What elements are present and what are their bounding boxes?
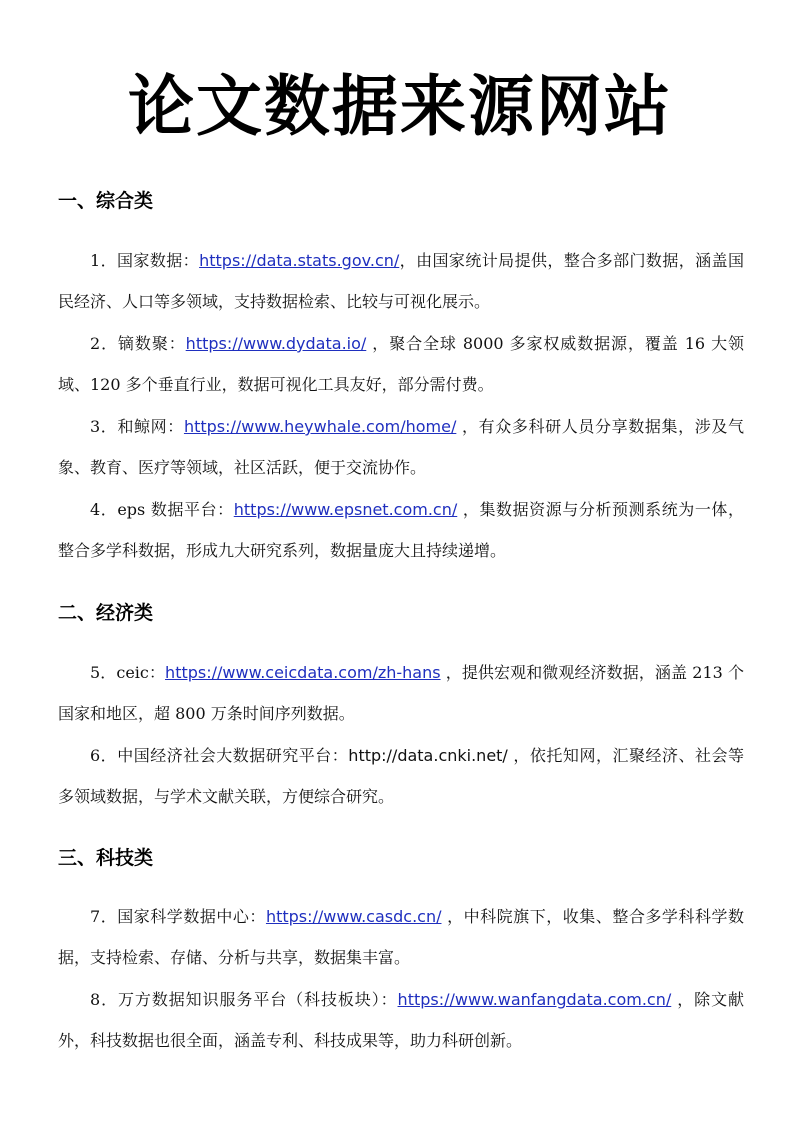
item-name: 镝数聚：	[118, 334, 186, 353]
item-number: 8．	[90, 990, 119, 1009]
list-item	[58, 240, 744, 322]
item-description: ，由国家统计局提供，整合多部门数据，涵盖国民经济、人口等多领域，支持数据检索、比较与可视化展示。	[58, 251, 744, 311]
list-item	[58, 979, 744, 1061]
list-item	[58, 489, 744, 571]
page-title: 论文数据来源网站	[128, 68, 672, 145]
item-name: 国家科学数据中心：	[117, 907, 266, 926]
item-number: 4．	[90, 500, 118, 519]
item-description: ，中科院旗下，收集、整合多学科科学数据，支持检索、存储、分析与共享，数据集丰富。	[58, 907, 744, 967]
item-url-text: http://data.cnki.net/	[348, 746, 508, 765]
item-link[interactable]: https://www.ceicdata.com/zh-hans	[165, 663, 441, 682]
item-name: 中国经济社会大数据研究平台：	[117, 746, 349, 765]
item-name: eps 数据平台：	[117, 500, 234, 519]
section-heading-economy: 二、经济类	[58, 602, 154, 624]
section-heading-general: 一、综合类	[58, 190, 154, 212]
item-link[interactable]: https://www.wanfangdata.com.cn/	[397, 990, 672, 1009]
item-number: 2．	[90, 334, 119, 353]
item-number: 7．	[90, 907, 118, 926]
list-item	[58, 735, 744, 817]
item-link[interactable]: https://www.epsnet.com.cn/	[233, 500, 458, 519]
list-item	[58, 323, 744, 405]
item-description: ，提供宏观和微观经济数据，涵盖 213 个国家和地区，超 800 万条时间序列数据。	[58, 663, 744, 723]
item-description: ，有众多科研人员分享数据集，涉及气象、教育、医疗等领域，社区活跃，便于交流协作。	[58, 417, 744, 477]
item-name: ceic：	[116, 663, 166, 682]
list-item	[58, 896, 744, 978]
list-item	[58, 406, 744, 488]
item-name: 和鲸网：	[117, 417, 184, 436]
item-number: 3．	[90, 417, 118, 436]
item-name: 国家数据：	[117, 251, 200, 270]
item-link[interactable]: https://www.heywhale.com/home/	[183, 417, 457, 436]
item-link[interactable]: https://www.dydata.io/	[185, 334, 367, 353]
item-description: ，集数据资源与分析预测系统为一体，整合多学科数据，形成九大研究系列，数据量庞大且持续递增。	[58, 500, 744, 560]
item-description: ，聚合全球 8000 多家权威数据源，覆盖 16 大领域、120 多个垂直行业，数据可视化工具友好，部分需付费。	[58, 334, 744, 394]
item-description: ，依托知网，汇聚经济、社会等多领域数据，与学术文献关联，方便综合研究。	[58, 746, 744, 806]
item-link[interactable]: https://www.casdc.cn/	[265, 907, 442, 926]
item-description: ，除文献外，科技数据也很全面，涵盖专利、科技成果等，助力科研创新。	[58, 990, 744, 1050]
item-number: 1．	[90, 251, 118, 270]
item-name: 万方数据知识服务平台（科技板块）：	[118, 990, 398, 1009]
item-link[interactable]: https://data.stats.gov.cn/	[199, 251, 400, 270]
item-number: 5．	[90, 663, 117, 682]
section-heading-technology: 三、科技类	[58, 847, 154, 869]
item-number: 6．	[90, 746, 118, 765]
list-item	[58, 652, 744, 734]
